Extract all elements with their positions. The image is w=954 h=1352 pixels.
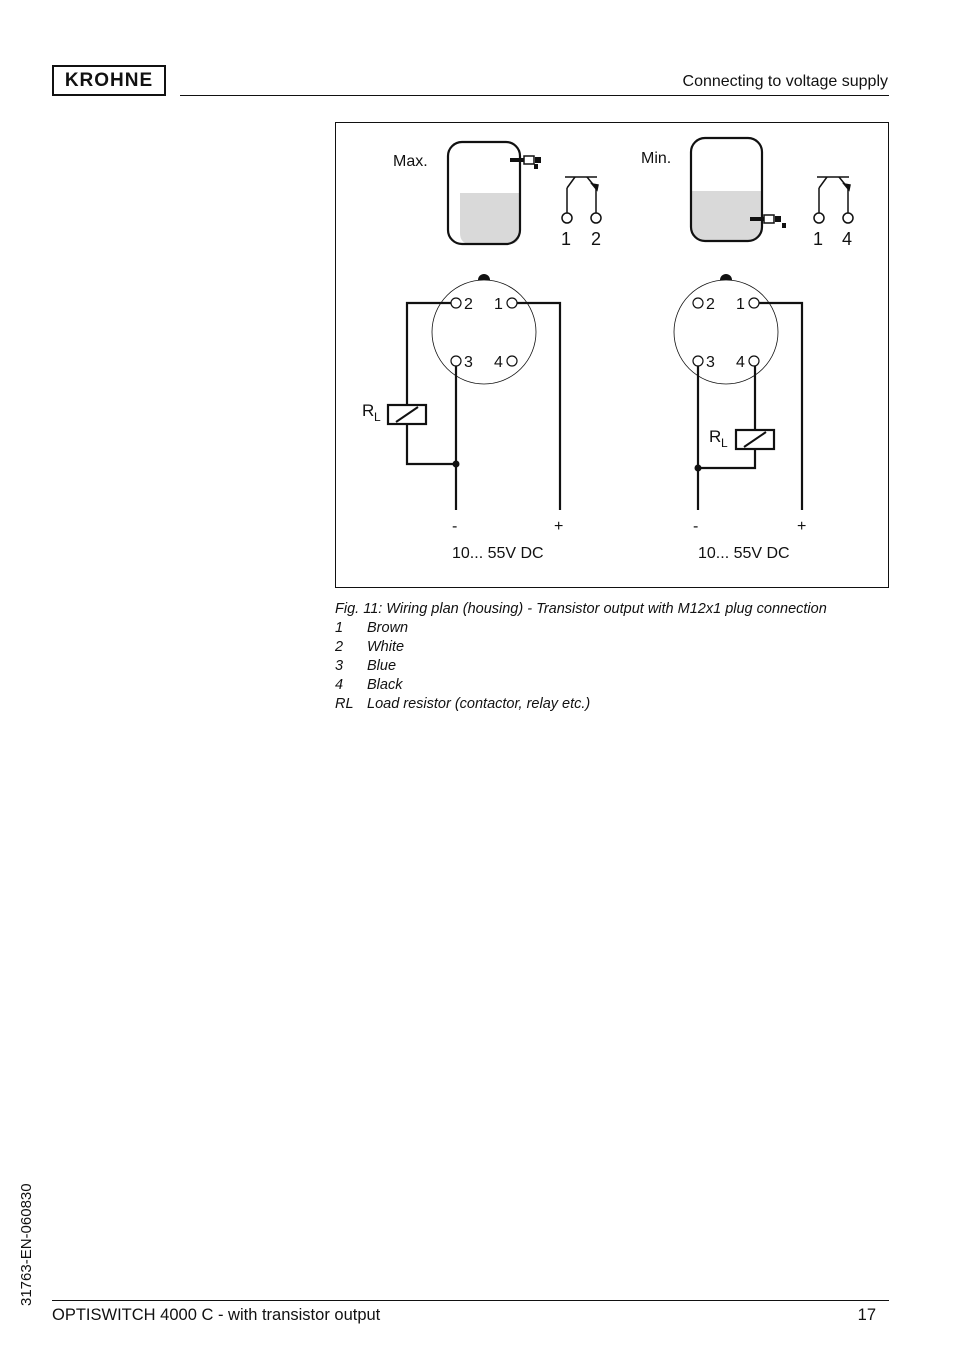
legend-text: Brown (367, 620, 409, 636)
legend-key: 4 (335, 677, 344, 693)
right-switch-icon (814, 177, 853, 223)
right-m12-connector (674, 274, 778, 384)
legend-item (335, 676, 590, 695)
legend-text: Blue (367, 658, 397, 674)
header-divider (180, 95, 889, 96)
left-resistor-label: R (362, 401, 375, 420)
legend-text: Load resistor (contactor, relay etc.) (367, 696, 591, 712)
left-pin-3: 3 (464, 354, 473, 371)
footer-product-title: OPTISWITCH 4000 C - with transistor output (52, 1306, 381, 1324)
right-load-resistor-icon (736, 430, 774, 449)
left-wiring (407, 303, 560, 510)
left-supply-label: 10... 55V DC (452, 545, 544, 562)
left-switch-terminal-b: 2 (591, 229, 602, 249)
legend-key: RL (335, 696, 354, 712)
right-minus-label: - (693, 518, 699, 535)
right-switch-terminal-a: 1 (813, 229, 824, 249)
page-number: 17 (857, 1306, 876, 1324)
legend-text: Black (367, 677, 403, 693)
right-supply-label: 10... 55V DC (698, 545, 790, 562)
left-junction-dot (453, 461, 460, 468)
legend-item (335, 638, 590, 657)
section-title: Connecting to voltage supply (682, 73, 888, 90)
legend-key: 1 (335, 620, 344, 636)
legend-text: White (367, 639, 405, 655)
left-switch-icon (562, 177, 601, 223)
figure-caption: Fig. 11: Wiring plan (housing) - Transistor output with M12x1 plug connection (335, 601, 827, 617)
right-pin-4: 4 (736, 354, 745, 371)
right-plus-label: + (797, 518, 807, 535)
left-m12-connector (432, 274, 536, 384)
krohne-logo: KROHNE (52, 65, 166, 96)
left-pin-4: 4 (494, 354, 503, 371)
wiring-diagram (336, 123, 890, 589)
left-pin-2: 2 (464, 296, 473, 313)
wiring-diagram-figure (335, 122, 889, 588)
legend-item (335, 619, 590, 638)
right-junction-dot (695, 465, 702, 472)
left-plus-label: + (554, 518, 564, 535)
left-switch-terminal-a: 1 (561, 229, 572, 249)
left-resistor-subscript: L (374, 410, 381, 424)
left-load-resistor-icon (388, 405, 426, 424)
footer-divider (52, 1300, 889, 1301)
right-pin-3: 3 (706, 354, 715, 371)
right-switch-terminal-b: 4 (842, 229, 853, 249)
legend-key: 2 (335, 639, 344, 655)
right-mode-label: Min. (641, 150, 672, 167)
left-sensor-icon (510, 156, 541, 169)
figure-legend (335, 619, 590, 714)
left-panel (362, 142, 601, 562)
left-pin-1: 1 (494, 296, 503, 313)
legend-item (335, 695, 590, 714)
right-wiring (698, 303, 802, 510)
left-minus-label: - (452, 518, 458, 535)
right-tank (691, 138, 762, 241)
left-tank (448, 142, 520, 244)
right-resistor-subscript: L (721, 436, 728, 450)
right-panel (641, 138, 853, 562)
legend-item (335, 657, 590, 676)
right-resistor-label: R (709, 427, 722, 446)
right-pin-1: 1 (736, 296, 745, 313)
left-mode-label: Max. (393, 153, 428, 170)
document-id: 31763-EN-060830 (18, 1183, 35, 1306)
right-pin-2: 2 (706, 296, 715, 313)
legend-key: 3 (335, 658, 344, 674)
